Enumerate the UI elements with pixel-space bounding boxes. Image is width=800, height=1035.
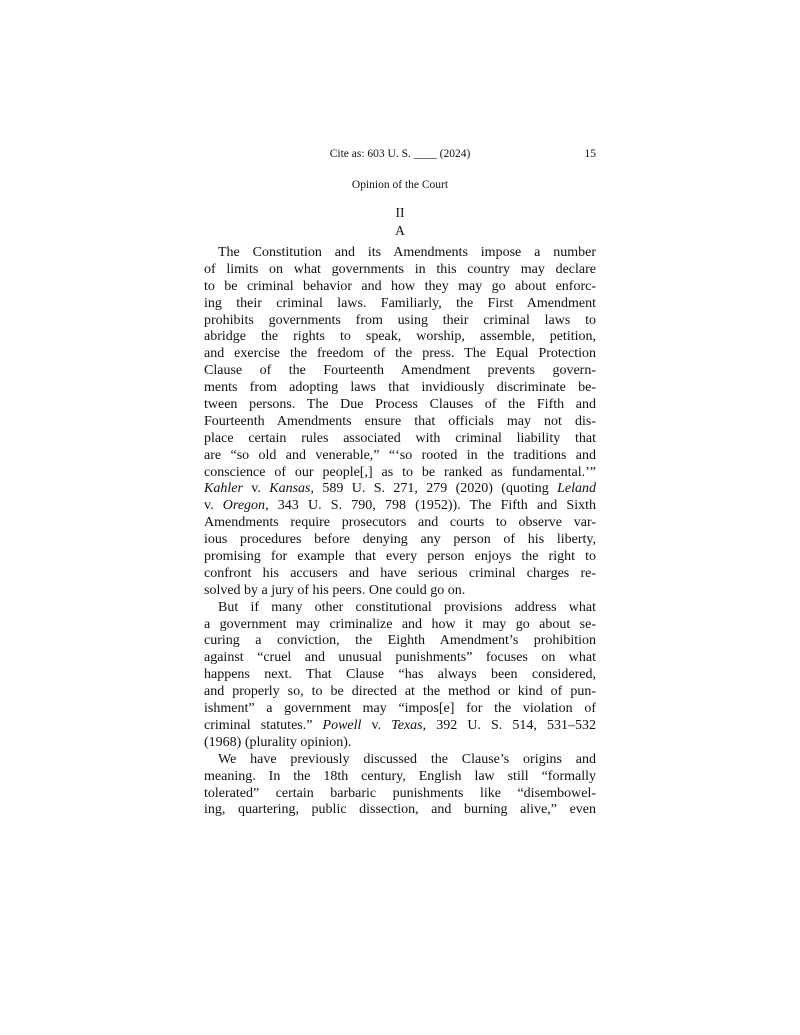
text-line: abridge the rights to speak, worship, assemble, petition, [204, 329, 596, 345]
opinion-label: Opinion of the Court [351, 179, 449, 191]
text-line: tween persons. The Due Process Clauses of the Fifth and [204, 397, 596, 413]
text-line: curing a conviction, the Eighth Amendment’s prohibition [204, 633, 596, 649]
text-line: a government may criminalize and how it may go about se- [204, 616, 596, 632]
text-line: ments from adopting laws that invidiously discriminate be- [204, 380, 596, 396]
text-line: ious procedures before denying any person of his liberty, [204, 532, 596, 548]
text-line: ing, quartering, public dissection, and burning alive,” even [204, 802, 596, 818]
text-line: (1968) (plurality opinion). [204, 734, 352, 750]
section-part-heading: II [395, 205, 405, 220]
text-line: ishment” a government may “impos[e] for the violation of [204, 701, 596, 717]
page-number: 15 [584, 148, 596, 160]
text-line: We have previously discussed the Clause’s origins and [218, 751, 596, 767]
text-line: conscience of our people[,] as to be ranked as fundamental.’” [204, 464, 596, 480]
text-line: The Constitution and its Amendments impose a number [218, 245, 596, 260]
text-line: Clause of the Fourteenth Amendment prevents govern- [204, 363, 596, 379]
running-header [204, 148, 596, 164]
text-line: prohibits governments from using their criminal laws to [204, 312, 596, 328]
text-line: and properly so, to be directed at the method or kind of pun- [204, 684, 596, 700]
text-line: confront his accusers and have serious criminal charges re- [204, 565, 596, 581]
text-line: place certain rules associated with criminal liability that [204, 430, 596, 446]
text-line: Amendments require prosecutors and courts to observe var- [204, 515, 596, 531]
text-line: Fourteenth Amendments ensure that officials may not dis- [204, 413, 596, 429]
text-line: of limits on what governments in this country may declare [204, 261, 596, 277]
text-line: solved by a jury of his peers. One could go on. [204, 582, 466, 598]
citation: Cite as: 603 U. S. ____ (2024) [329, 148, 471, 160]
text-line: meaning. In the 18th century, English law still “formally [204, 768, 596, 784]
text-line: are “so old and venerable,” “‘so rooted in the traditions and [204, 447, 596, 463]
text-line: But if many other constitutional provisions address what [218, 599, 596, 615]
section-subpart-heading: A [395, 223, 405, 238]
opinion-body [204, 245, 596, 819]
text-line: promising for example that every person enjoys the right to [204, 549, 596, 565]
text-line: against “cruel and unusual punishments” focuses on what [204, 650, 596, 666]
text-line: happens next. That Clause “has always been considered, [204, 667, 596, 683]
text-line: ing their criminal laws. Familiarly, the First Amendment [204, 295, 596, 311]
text-line: v. Oregon, 343 U. S. 790, 798 (1952)). The Fifth and Sixth [204, 498, 596, 514]
text-line: to be criminal behavior and how they may go about enforc- [204, 278, 596, 294]
text-line: Kahler v. Kansas, 589 U. S. 271, 279 (2020) (quoting Leland [204, 481, 596, 497]
text-line: and exercise the freedom of the press. The Equal Protection [204, 346, 596, 362]
text-line: tolerated” certain barbaric punishments like “disembowel- [204, 785, 596, 801]
text-line: criminal statutes.” Powell v. Texas, 392 U. S. 514, 531–532 [204, 717, 596, 733]
